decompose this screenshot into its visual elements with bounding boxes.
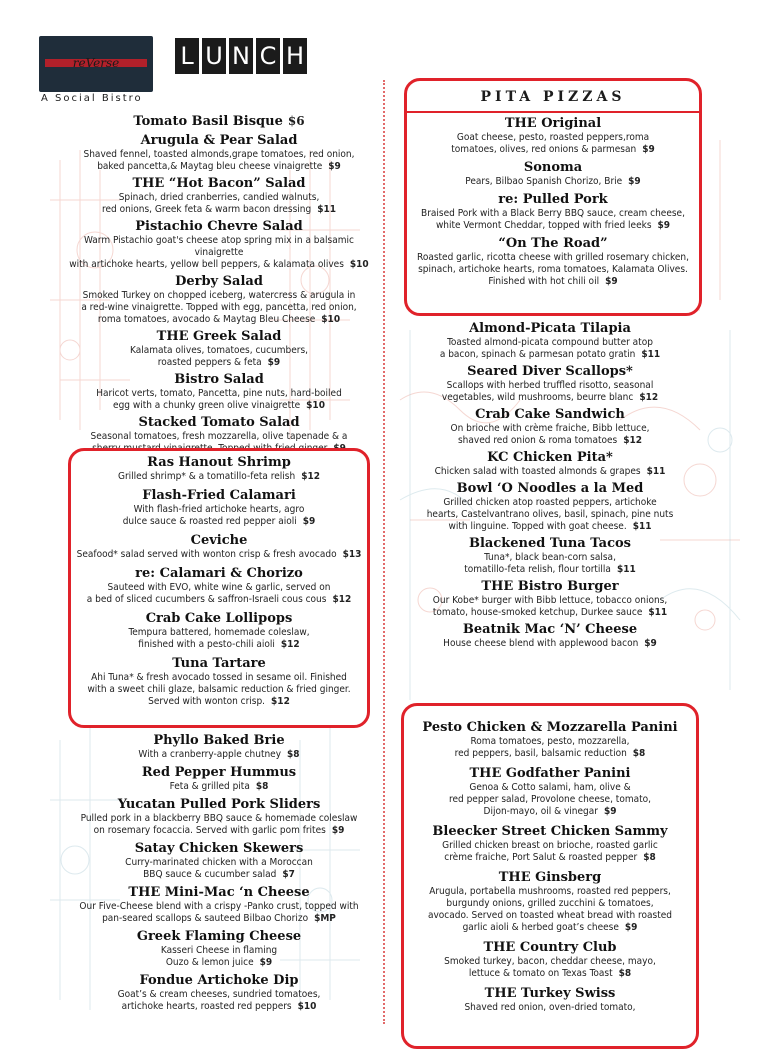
menu-item-blackened-tuna-tacos [402, 536, 698, 576]
menu-item-description [66, 781, 372, 793]
menu-item-pesto-chicken-mozzarella-panini [404, 720, 696, 760]
menu-item-description [402, 466, 698, 478]
menu-item-price: $8 [643, 852, 656, 863]
description-text: Our Kobe* burger with Bibb lettuce, tobacco onions, [432, 595, 668, 606]
menu-item-description [66, 345, 372, 357]
menu-item-name: Tomato Basil Bisque [133, 114, 283, 129]
description-text: hearts, Castelvantrano olives, basil, spinach, pine nuts [426, 509, 674, 520]
menu-item-name: Derby Salad [175, 274, 263, 289]
menu-item-description [402, 552, 698, 564]
menu-item-price: $9 [605, 276, 618, 287]
description-text: Spinach, dried cranberries, candied walnuts, [118, 192, 320, 203]
menu-item-tuna-tartare [71, 656, 367, 708]
description-text: Served with wonton crisp. [148, 696, 266, 707]
menu-item-price: $10 [297, 1001, 317, 1012]
description-text: Curry-marinated chicken with a Moroccan [125, 857, 313, 868]
menu-item-name: THE Mini-Mac ‘n Cheese [128, 885, 310, 900]
description-text: Kalamata olives, tomatoes, cucumbers, [129, 345, 308, 356]
menu-item-derby-salad [66, 274, 372, 326]
description-text: Our Five-Cheese blend with a crispy -Panko crust, topped with [79, 901, 359, 912]
description-text: Warm Pistachio goat's cheese atop spring mix in a balsamic vinaigrette [84, 235, 354, 258]
description-text: a red-wine vinaigrette. Topped with egg, pancetta, red onion, [81, 302, 357, 313]
menu-item-price: $13 [342, 549, 362, 560]
menu-item-description [402, 349, 698, 361]
pita-pizzas-box [404, 78, 702, 316]
menu-item-description [66, 945, 372, 957]
menu-item-description [66, 1001, 372, 1013]
description-text: Pears, Bilbao Spanish Chorizo, Brie [465, 176, 623, 187]
description-text: a bed of sliced cucumbers & saffron-Israeli cous cous [86, 594, 327, 605]
description-text: Roma tomatoes, pesto, mozzarella, [470, 736, 630, 747]
description-text: baked pancetta,& Maytag bleu cheese vinaigrette [97, 161, 323, 172]
menu-item-crab-cake-sandwich [402, 407, 698, 447]
menu-item-ras-hanout-shrimp [71, 455, 367, 483]
description-text: avocado. Served on toasted wheat bread with roasted [427, 910, 673, 921]
menu-item-name: Pistachio Chevre Salad [135, 219, 303, 234]
menu-item-description [407, 176, 699, 188]
pita-pizzas-list [407, 113, 699, 288]
menu-item-the-mini-mac-n-cheese [66, 885, 372, 925]
menu-item-kc-chicken-pita [402, 450, 698, 478]
description-text: pan-seared scallops & sauteed Bilbao Chorizo [102, 913, 309, 924]
menu-item-description [402, 497, 698, 509]
description-text: Seafood* salad served with wonton crisp & fresh avocado [76, 549, 337, 560]
menu-item-description [404, 748, 696, 760]
menu-item-name: Fondue Artichoke Dip [139, 973, 299, 988]
menu-item-seared-diver-scallops [402, 364, 698, 404]
menu-item-price: $10 [321, 314, 341, 325]
description-text: BBQ sauce & cucumber salad [143, 869, 277, 880]
menu-item-description [404, 922, 696, 934]
menu-item-description [407, 220, 699, 232]
menu-item-price: $9 [267, 357, 281, 368]
restaurant-logo [39, 36, 153, 92]
menu-item-the-country-club [404, 940, 696, 980]
description-text: Shaved fennel, toasted almonds,grape tomatoes, red onion, [83, 149, 355, 160]
menu-item-price: $9 [302, 516, 316, 527]
menu-item-name: Bistro Salad [174, 372, 264, 387]
description-text: Goat cheese, pesto, roasted peppers,roma [456, 132, 650, 143]
menu-item-description [66, 388, 372, 400]
menu-item-price: $8 [632, 748, 646, 759]
menu-item-price: $11 [616, 564, 636, 575]
description-text: shaved red onion & roma tomatoes [457, 435, 618, 446]
menu-item-price: $9 [328, 161, 341, 172]
menu-item-flash-fried-calamari [71, 488, 367, 528]
menu-item-name: Stacked Tomato Salad [138, 415, 300, 430]
menu-item-the-greek-salad [66, 329, 372, 369]
menu-item-price: $11 [648, 607, 668, 618]
description-text: dulce sauce & roasted red pepper aioli [122, 516, 297, 527]
menu-item-the-original [407, 116, 699, 156]
logo-wordmark: reVerse [72, 56, 120, 70]
menu-item-description [407, 276, 699, 288]
menu-item-name: THE Godfather Panini [469, 766, 631, 781]
menu-item-name: THE Greek Salad [156, 329, 282, 344]
menu-item-description [402, 595, 698, 607]
description-text: vegetables, wild mushrooms, beurre blanc [441, 392, 634, 403]
menu-item-description [71, 594, 367, 606]
logo-stripe [45, 54, 147, 72]
description-text: With flash-fried artichoke hearts, agro [133, 504, 305, 515]
menu-item-price: $9 [642, 144, 655, 155]
right-middle-menu [402, 321, 698, 653]
description-text: red peppers, basil, balsamic reduction [454, 748, 627, 759]
menu-item-price: $6 [287, 114, 305, 128]
menu-item-description [407, 132, 699, 144]
menu-item-description [404, 852, 696, 864]
description-text: finished with a pesto-chili aioli [138, 639, 275, 650]
menu-item-price: $8 [618, 968, 632, 979]
menu-item-price: $11 [317, 204, 336, 215]
description-text: Genoa & Cotto salami, ham, olive & [469, 782, 631, 793]
description-text: Pulled pork in a blackberry BBQ sauce & homemade coleslaw [80, 813, 358, 824]
menu-item-the-ginsberg [404, 870, 696, 934]
menu-item-name: “On The Road” [498, 236, 608, 251]
menu-item-price: $9 [331, 825, 345, 836]
menu-item-ceviche [71, 533, 367, 561]
menu-item-yucatan-pulled-pork-sliders [66, 797, 372, 837]
menu-item-description [66, 901, 372, 913]
menu-item-name: Phyllo Baked Brie [153, 733, 285, 748]
menu-item-crab-cake-lollipops [71, 611, 367, 651]
menu-item-description [71, 627, 367, 639]
menu-item-description [66, 161, 372, 173]
menu-item-re-calamari-chorizo [71, 566, 367, 606]
menu-item-description [66, 813, 372, 825]
menu-item-name: Pesto Chicken & Mozzarella Panini [422, 720, 678, 735]
description-text: Sauteed with EVO, white wine & garlic, served on [107, 582, 331, 593]
lunch-letter: U [202, 38, 226, 74]
menu-item-bleecker-street-chicken-sammy [404, 824, 696, 864]
menu-item-name: Arugula & Pear Salad [140, 133, 298, 148]
menu-item-description [66, 235, 372, 259]
column-divider [383, 80, 385, 1024]
description-text: on rosemary focaccia. Served with garlic pom frites [93, 825, 326, 836]
menu-item-description [66, 400, 372, 412]
menu-item-price: $12 [280, 639, 300, 650]
menu-item-description [402, 423, 698, 435]
menu-item-description [402, 337, 698, 349]
appetizer-list [71, 451, 367, 708]
description-text: Braised Pork with a Black Berry BBQ sauce, cream cheese, [421, 208, 685, 219]
menu-item-description [66, 857, 372, 869]
menu-item-price: $11 [641, 349, 661, 360]
description-text: a bacon, spinach & parmesan potato gratin [439, 349, 636, 360]
menu-item-the-bistro-burger [402, 579, 698, 619]
menu-item-description [71, 504, 367, 516]
menu-item-price: $12 [639, 392, 659, 403]
menu-item-description [402, 509, 698, 521]
menu-item-description [66, 357, 372, 369]
lunch-letter: C [256, 38, 280, 74]
description-text: spinach, artichoke hearts, roma tomatoes, Kalamata Olives. [418, 264, 688, 275]
description-text: Kasseri Cheese in flaming [160, 945, 278, 956]
menu-item-the-godfather-panini [404, 766, 696, 818]
menu-item-price: $8 [287, 749, 300, 760]
menu-item-description [404, 956, 696, 968]
menu-item-price: $10 [349, 259, 369, 270]
menu-item-description [404, 968, 696, 980]
menu-item-description [404, 886, 696, 898]
description-text: roma tomatoes, avocado & Maytag Bleu Cheese [97, 314, 316, 325]
menu-item-description [407, 144, 699, 156]
menu-item-name: THE Ginsberg [498, 870, 602, 885]
menu-item-fondue-artichoke-dip [66, 973, 372, 1013]
menu-item-description [66, 825, 372, 837]
menu-item-description [66, 869, 372, 881]
menu-item-description [402, 607, 698, 619]
menu-item-description [402, 638, 698, 650]
description-text: House cheese blend with applewood bacon [443, 638, 639, 649]
description-text: egg with a chunky green olive vinaigrette [113, 400, 301, 411]
menu-item-name: THE “Hot Bacon” Salad [132, 176, 306, 191]
description-text: Chicken salad with toasted almonds & grapes [434, 466, 641, 477]
menu-item-price: $MP [314, 913, 336, 924]
menu-item-name: Ceviche [190, 533, 248, 548]
menu-item-description [71, 582, 367, 594]
lunch-letter: H [283, 38, 307, 74]
description-text: With a cranberry-apple chutney [138, 749, 282, 760]
menu-item-price: $11 [646, 466, 666, 477]
menu-item-name: THE Bistro Burger [481, 579, 619, 594]
description-text: Grilled chicken atop roasted peppers, artichoke [443, 497, 657, 508]
menu-item-name: Bowl ‘O Noodles a la Med [456, 481, 644, 496]
description-text: Ahi Tuna* & fresh avocado tossed in sesame oil. Finished [91, 672, 347, 683]
menu-item-name: THE Turkey Swiss [484, 986, 616, 1001]
menu-item-price: $7 [282, 869, 295, 880]
description-text: On brioche with crème fraiche, Bibb lettuce, [450, 423, 650, 434]
sandwich-list [404, 706, 696, 1014]
description-text: lettuce & tomato on Texas Toast [468, 968, 613, 979]
description-text: red pepper salad, Provolone cheese, tomato, [449, 794, 651, 805]
description-text: Shaved red onion, oven-dried tomato, [464, 1002, 636, 1013]
menu-item-on-the-road [407, 236, 699, 288]
description-text: tomatillo-feta relish, flour tortilla [464, 564, 611, 575]
left-top-menu [66, 110, 372, 458]
description-text: Smoked turkey, bacon, cheddar cheese, mayo, [444, 956, 656, 967]
menu-item-almond-picata-tilapia [402, 321, 698, 361]
description-text: Ouzo & lemon juice [165, 957, 254, 968]
menu-item-price: $9 [259, 957, 273, 968]
menu-item-price: $9 [657, 220, 671, 231]
menu-item-name: Red Pepper Hummus [141, 765, 297, 780]
description-text: Scallops with herbed truffled risotto, seasonal [446, 380, 654, 391]
menu-item-name: THE Original [504, 116, 602, 131]
menu-item-the-turkey-swiss [404, 986, 696, 1014]
description-text: Haricot verts, tomato, Pancetta, pine nuts, hard-boiled [96, 388, 342, 399]
description-text: burgundy onions, grilled zucchini & tomatoes, [446, 898, 654, 909]
menu-item-description [66, 259, 372, 271]
menu-item-name: Flash-Fried Calamari [142, 488, 296, 503]
description-text: roasted peppers & feta [157, 357, 262, 368]
description-text: Feta & grilled pita [169, 781, 250, 792]
menu-item-pistachio-chevre-salad [66, 219, 372, 271]
menu-item-beatnik-mac-n-cheese [402, 622, 698, 650]
menu-item-description [66, 314, 372, 326]
menu-item-description [66, 204, 372, 216]
lunch-letter: N [229, 38, 253, 74]
description-text: red onions, Greek feta & warm bacon dressing [102, 204, 312, 215]
description-text: Toasted almond-picata compound butter atop [447, 337, 653, 348]
menu-item-price: $9 [603, 806, 617, 817]
menu-item-bistro-salad [66, 372, 372, 412]
description-text: Roasted garlic, ricotta cheese with grilled rosemary chicken, [417, 252, 689, 263]
menu-item-bowl-o-noodles-a-la-med [402, 481, 698, 533]
menu-item-name: Seared Diver Scallops* [467, 364, 633, 379]
menu-item-price: $9 [644, 638, 657, 649]
menu-item-name: Beatnik Mac ‘N’ Cheese [462, 622, 638, 637]
menu-item-name: Greek Flaming Cheese [136, 929, 302, 944]
menu-item-description [66, 290, 372, 302]
menu-item-description [71, 639, 367, 651]
menu-item-description [66, 149, 372, 161]
menu-item-description [407, 208, 699, 220]
menu-item-name: Almond-Picata Tilapia [469, 321, 631, 336]
menu-item-description [71, 549, 367, 561]
lunch-heading [175, 38, 307, 74]
menu-item-description [407, 252, 699, 264]
menu-item-name: THE Country Club [483, 940, 617, 955]
description-text: white Vermont Cheddar, topped with fried leeks [435, 220, 652, 231]
menu-item-name: Blackened Tuna Tacos [469, 536, 631, 551]
menu-item-name: Sonoma [523, 160, 583, 175]
menu-item-description [402, 392, 698, 404]
menu-item-description [71, 516, 367, 528]
description-text: Dijon-mayo, oil & vinegar [483, 806, 598, 817]
menu-item-price: $12 [301, 471, 320, 482]
menu-item-name: Tuna Tartare [172, 656, 266, 671]
sandwich-box [401, 703, 699, 1049]
menu-item-name: re: Pulled Pork [498, 192, 608, 207]
menu-item-price: $12 [623, 435, 642, 446]
menu-item-description [66, 192, 372, 204]
menu-item-name: KC Chicken Pita* [487, 450, 613, 465]
description-text: with artichoke hearts, yellow bell peppers, & kalamata olives [69, 259, 344, 270]
menu-item-name: Ras Hanout Shrimp [147, 455, 291, 470]
menu-item-description [402, 380, 698, 392]
appetizer-box [68, 448, 370, 728]
menu-item-description [71, 684, 367, 696]
menu-item-description [71, 471, 367, 483]
description-text: with linguine. Topped with goat cheese. [448, 521, 627, 532]
menu-item-description [404, 794, 696, 806]
menu-item-description [66, 302, 372, 314]
menu-item-name: Satay Chicken Skewers [134, 841, 304, 856]
description-text: tomatoes, olives, red onions & parmesan [451, 144, 637, 155]
menu-item-description [66, 749, 372, 761]
menu-item-name: Crab Cake Sandwich [475, 407, 625, 422]
menu-item-description [66, 913, 372, 925]
menu-item-price: $12 [332, 594, 352, 605]
description-text: with a sweet chili glaze, balsamic reduction & fried ginger. [87, 684, 351, 695]
menu-item-description [404, 1002, 696, 1014]
menu-item-description [66, 989, 372, 1001]
menu-item-name: Yucatan Pulled Pork Sliders [117, 797, 321, 812]
menu-item-description [71, 696, 367, 708]
menu-item-description [71, 672, 367, 684]
menu-item-name: Crab Cake Lollipops [145, 611, 293, 626]
description-text: garlic aioli & herbed goat’s cheese [462, 922, 619, 933]
menu-item-price: $9 [624, 922, 638, 933]
menu-item-phyllo-baked-brie [66, 733, 372, 761]
menu-item-description [402, 521, 698, 533]
menu-item-greek-flaming-cheese [66, 929, 372, 969]
description-text: crème fraiche, Port Salut & roasted pepper [444, 852, 638, 863]
description-text: Grilled shrimp* & a tomatillo-feta relish [118, 471, 296, 482]
menu-item-re-pulled-pork [407, 192, 699, 232]
description-text: Seasonal tomatoes, fresh mozzarella, olive tapenade & a [90, 431, 348, 442]
menu-item-sonoma [407, 160, 699, 188]
pita-pizzas-title: PITA PIZZAS [407, 81, 699, 113]
menu-item-description [404, 782, 696, 794]
menu-item-red-pepper-hummus [66, 765, 372, 793]
menu-item-description [404, 898, 696, 910]
menu-item-price: $8 [255, 781, 269, 792]
menu-item-description [404, 736, 696, 748]
menu-item-the-hot-bacon-salad [66, 176, 372, 216]
menu-item-description [402, 564, 698, 576]
menu-item-description [66, 431, 372, 443]
menu-item-description [404, 806, 696, 818]
lunch-letter: L [175, 38, 199, 74]
description-text: Finished with hot chili oil [488, 276, 600, 287]
left-bottom-menu [66, 733, 372, 1017]
description-text: tomato, house-smoked ketchup, Durkee sauce [432, 607, 643, 618]
description-text: Tuna*, black bean-corn salsa, [484, 552, 616, 563]
description-text: Tempura battered, homemade coleslaw, [128, 627, 310, 638]
menu-item-price: $10 [306, 400, 325, 411]
menu-item-description [404, 910, 696, 922]
menu-item-price: $9 [628, 176, 641, 187]
menu-item-arugula-pear-salad [66, 133, 372, 173]
tagline: A Social Bistro [41, 93, 143, 104]
menu-item-description [404, 840, 696, 852]
description-text: Goat’s & cream cheeses, sundried tomatoes, [117, 989, 321, 1000]
menu-item-name: re: Calamari & Chorizo [135, 566, 303, 581]
menu-item-description [66, 957, 372, 969]
menu-item-tomato-basil-bisque [66, 110, 372, 130]
menu-item-description [407, 264, 699, 276]
menu-item-satay-chicken-skewers [66, 841, 372, 881]
description-text: artichoke hearts, roasted red peppers [121, 1001, 292, 1012]
menu-item-price: $11 [632, 521, 652, 532]
description-text: Grilled chicken breast on brioche, roasted garlic [442, 840, 658, 851]
menu-item-description [402, 435, 698, 447]
description-text: Smoked Turkey on chopped iceberg, watercress & arugula in [82, 290, 356, 301]
menu-item-name: Bleecker Street Chicken Sammy [432, 824, 668, 839]
description-text: Arugula, portabella mushrooms, roasted red peppers, [429, 886, 671, 897]
menu-item-price: $12 [271, 696, 290, 707]
